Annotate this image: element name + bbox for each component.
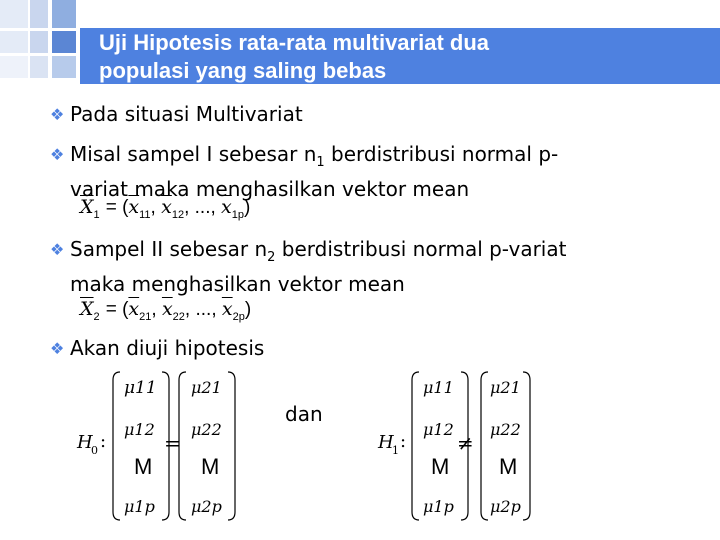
math-var: $\overline{x}$	[128, 196, 140, 218]
matrix-entry: μ2p	[490, 497, 521, 516]
math-sub: 22	[172, 310, 185, 323]
slide-title-line2: populasi yang saling bebas	[99, 58, 387, 83]
math-var: $\overline{x}$	[221, 196, 232, 218]
math-sub: 1	[93, 208, 100, 221]
matrix-entry: μ12	[423, 420, 454, 439]
bullet-text: Sampel II sebesar n	[70, 237, 268, 261]
matrix-entry: M	[499, 454, 518, 479]
matrix-entry: μ22	[490, 420, 521, 439]
bullet-sub: 2	[267, 250, 276, 265]
equals-sign: =	[164, 431, 181, 455]
bullet-text-line2: variat maka menghasilkan vektor mean	[70, 177, 470, 201]
matrix-entry: μ21	[191, 378, 222, 397]
matrix-entry: μ1p	[124, 497, 155, 516]
math-sub: 21	[139, 310, 152, 323]
bullet-diamond-icon: ❖	[50, 145, 65, 164]
math-var: $\overline{x}$	[128, 298, 140, 320]
bullet-text: berdistribusi normal p-variat	[275, 237, 567, 261]
math-var: $\overline{X}$	[80, 196, 94, 218]
h0-sub: 0	[91, 444, 98, 457]
math-var: $\overline{X}$	[80, 298, 94, 320]
math-sub: 2p	[232, 310, 245, 323]
bullet-diamond-icon: ❖	[50, 339, 65, 358]
math-dots: ...	[195, 299, 212, 320]
matrix-entry: M	[134, 454, 153, 479]
h1-sub: 1	[392, 444, 399, 457]
matrix-entry: μ11	[423, 378, 454, 397]
math-sub: 11	[139, 208, 151, 221]
matrix-entry: μ21	[490, 378, 521, 397]
math-dots: ...	[194, 197, 211, 218]
h1-colon: :	[400, 431, 407, 452]
matrix-entry: μ11	[124, 378, 157, 398]
equation-x2: $\overline{X}_2 = (\overline{x}_{21}$, $\overline{x}_{22}$, ..., $\overline{x}_{2p}$)	[80, 298, 252, 323]
math-sub: 12	[171, 208, 185, 221]
bullet-text: Pada situasi Multivariat	[70, 102, 303, 126]
bullet-text: Akan diuji hipotesis	[70, 336, 265, 360]
connector-text: dan	[285, 402, 323, 426]
bracket-right	[523, 372, 530, 520]
bullet-text-line2: maka menghasilkan vektor mean	[70, 272, 405, 296]
bracket-left	[113, 372, 120, 520]
bullet-diamond-icon: ❖	[50, 240, 65, 259]
not-equal-sign: ≠	[457, 431, 474, 455]
matrix-entry: μ12	[124, 420, 155, 439]
matrix-entry: μ22	[191, 420, 222, 439]
math-var: $\overline{x}$	[161, 196, 172, 218]
matrix-entry: M	[431, 454, 450, 479]
equation-x1: $\overline{X}_1 = (\overline{x}_{11}$, $\overline{x}_{12}$, ..., $\overline{x}_{1p}$)	[80, 196, 251, 221]
bracket-left	[412, 372, 419, 520]
matrix-entry: μ2p	[191, 497, 222, 516]
math-var: $\overline{x}$	[221, 298, 233, 320]
bullet-text: berdistribusi normal p-	[324, 142, 559, 166]
math-sub: 1p	[231, 208, 245, 221]
h0-colon: :	[100, 431, 107, 452]
bullet-diamond-icon: ❖	[50, 105, 65, 124]
matrix-entry: M	[201, 454, 220, 479]
matrix-entry: μ1p	[423, 497, 454, 516]
bracket-right	[228, 372, 235, 520]
bracket-left	[481, 372, 488, 520]
math-sub: 2	[93, 310, 100, 323]
math-var: $\overline{x}$	[161, 298, 173, 320]
bullet-text: Misal sampel I sebesar n	[70, 142, 317, 166]
h0-label: H	[77, 432, 93, 453]
slide-title: Uji Hipotesis rata-rata multivariat dua	[99, 30, 489, 55]
h1-label: H	[378, 432, 394, 453]
bullet-sub: 1	[316, 155, 325, 170]
